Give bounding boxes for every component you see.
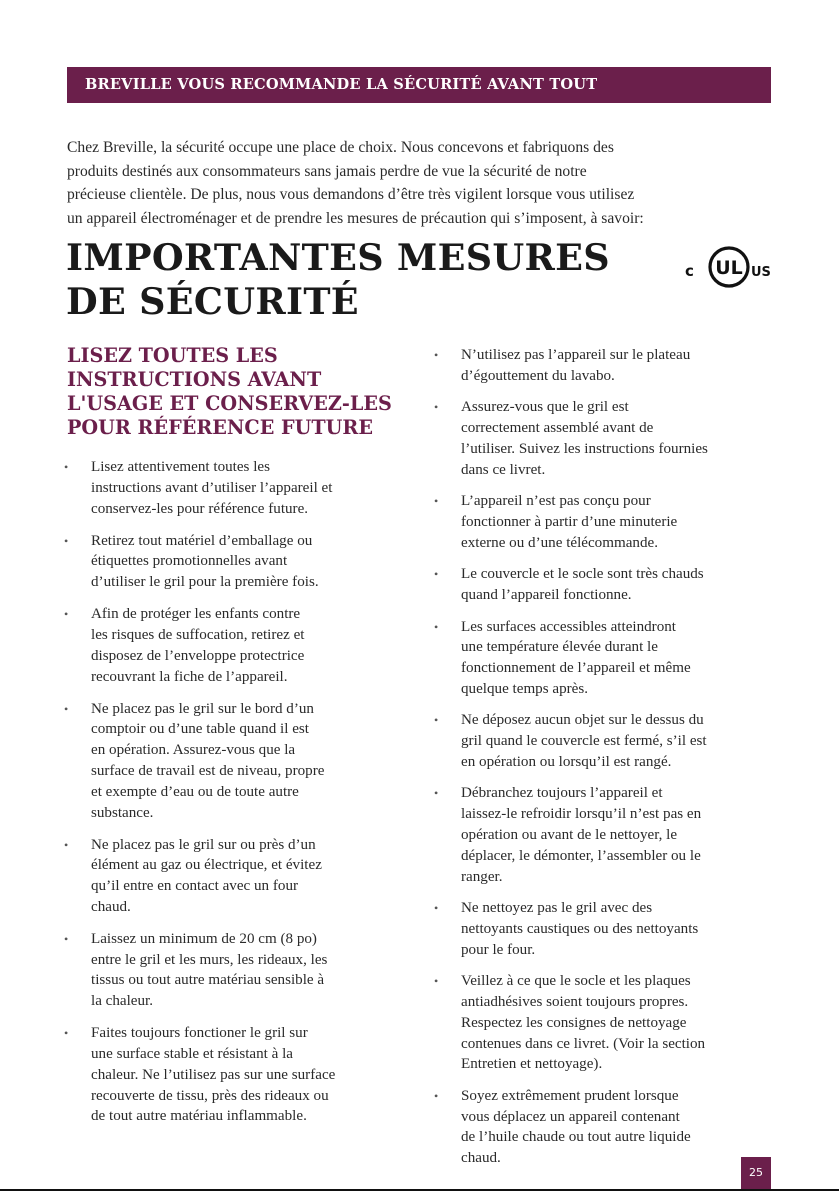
bullet-text-line: fonctionner à partir d’une minuterie	[461, 513, 678, 530]
safety-list-item	[434, 491, 774, 553]
bullet-text-line: conservez-les pour référence future.	[91, 500, 309, 517]
bullet-text-line: Lisez attentivement toutes les	[91, 459, 270, 475]
bullet-text-line: étiquettes promotionnelles avant	[91, 553, 288, 570]
page-title	[66, 236, 666, 324]
bullet-icon: •	[64, 837, 69, 852]
bullet-text-line: Ne placez pas le gril sur le bord d’un	[91, 700, 314, 717]
bullet-text-line: Entretien et nettoyage).	[461, 1056, 603, 1073]
bullet-text-line: disposez de l’enveloppe protectrice	[91, 647, 305, 664]
bullet-text-line: gril quand le couvercle est fermé, s’il est	[461, 733, 707, 750]
bullet-icon: •	[64, 931, 69, 946]
bullet-text-line: les risques de suffocation, retirez et	[91, 626, 305, 643]
intro-paragraph	[67, 136, 773, 230]
subhead-line: INSTRUCTIONS AVANT	[67, 368, 322, 391]
bullet-text-line: recouverte de tissu, près des rideaux ou	[91, 1087, 329, 1104]
safety-list-item	[434, 1086, 774, 1169]
bullet-icon: •	[64, 607, 69, 622]
bullet-text-line: entre le gril et les murs, les rideaux, les	[91, 951, 328, 968]
section-subheading	[67, 344, 407, 440]
bullet-icon: •	[434, 786, 439, 801]
bullet-text-line: Le couvercle et le socle sont très chauds	[461, 566, 704, 583]
cert-ul-letters: UL	[715, 257, 743, 279]
bullet-text-line: une surface stable et résistant à la	[91, 1046, 293, 1063]
bullet-icon: •	[434, 974, 439, 989]
safety-list-item	[434, 617, 774, 700]
bullet-text-line: contenues dans ce livret. (Voir la section	[461, 1035, 706, 1052]
bullet-text-line: chaleur. Ne l’utilisez pas sur une surface	[91, 1066, 336, 1083]
safety-list-item	[434, 898, 774, 960]
safety-list-item	[64, 531, 404, 593]
intro-line: produits destinés aux consommateurs sans jamais perdre de vue la sécurité de notre	[67, 162, 587, 180]
safety-list-item	[64, 604, 404, 687]
safety-list-item	[434, 397, 774, 480]
bullet-text-line: chaud.	[461, 1150, 501, 1167]
bullet-text-line: comptoir ou d’une table quand il est	[91, 721, 309, 738]
safety-list-item	[64, 457, 404, 519]
title-line: IMPORTANTES MESURES	[66, 236, 610, 279]
cert-c-letter: c	[685, 262, 694, 280]
subhead-line: LISEZ TOUTES LES	[67, 344, 278, 367]
bullet-text-line: et exempte d’eau ou de toute autre	[91, 783, 299, 800]
bullet-icon: •	[64, 701, 69, 716]
bullet-text-line: déplacer, le démonter, l’assembler ou le	[461, 847, 701, 864]
bullet-text-line: d’utiliser le gril pour la première fois.	[91, 574, 319, 591]
bullet-text-line: ranger.	[461, 868, 503, 885]
left-safety-list	[64, 457, 404, 1127]
bullet-icon: •	[434, 494, 439, 509]
bullet-text-line: dans ce livret.	[461, 461, 546, 478]
bullet-text-line: externe ou d’une télécommande.	[461, 534, 658, 551]
bullet-text-line: Laissez un minimum de 20 cm (8 po)	[91, 930, 317, 947]
subhead-line: L'USAGE ET CONSERVEZ-LES	[67, 392, 392, 415]
bullet-icon: •	[64, 533, 69, 548]
bullet-icon: •	[434, 901, 439, 916]
bullet-text-line: qu’il entre en contact avec un four	[91, 878, 299, 895]
bullet-text-line: Retirez tout matériel d’emballage ou	[91, 532, 313, 549]
subhead-line: POUR RÉFÉRENCE FUTURE	[67, 416, 373, 439]
bullet-text-line: nettoyants caustiques ou des nettoyants	[461, 920, 699, 937]
safety-list-item	[64, 929, 404, 1012]
title-line: DE SÉCURITÉ	[66, 280, 359, 323]
bullet-text-line: surface de travail est de niveau, propre	[91, 762, 325, 779]
bullet-text-line: une température élevée durant le	[461, 639, 658, 656]
safety-list-item	[434, 345, 774, 387]
bullet-text-line: Respectez les consignes de nettoyage	[461, 1014, 687, 1031]
bullet-icon: •	[434, 1088, 439, 1103]
bullet-text-line: Assurez-vous que le gril est	[461, 399, 629, 416]
safety-list-item	[434, 710, 774, 772]
bullet-text-line: quand l’appareil fonctionne.	[461, 587, 632, 604]
intro-line: un appareil électroménager et de prendre les mesures de précaution qui s’imposent, à savoir:	[67, 209, 644, 227]
bullet-text-line: Débranchez toujours l’appareil et	[461, 785, 663, 802]
bullet-icon: •	[434, 619, 439, 634]
bullet-text-line: Ne nettoyez pas le gril avec des	[461, 900, 653, 917]
bullet-text-line: en opération. Assurez-vous que la	[91, 742, 296, 759]
section-banner: BREVILLE VOUS RECOMMANDE LA SÉCURITÉ AVANT TOUT	[67, 67, 771, 103]
safety-list-item	[434, 783, 774, 887]
bullet-text-line: Les surfaces accessibles atteindront	[461, 618, 676, 635]
page-number: 25	[741, 1157, 771, 1189]
bullet-text-line: Ne déposez aucun objet sur le dessus du	[461, 712, 704, 729]
intro-line: précieuse clientèle. De plus, nous vous demandons d’être très vigilent lorsque vous utilisez	[67, 186, 635, 203]
cert-us-letters: US	[751, 265, 771, 280]
bullet-text-line: antiadhésives soient toujours propres.	[461, 994, 689, 1011]
bullet-text-line: pour le four.	[461, 941, 536, 958]
safety-list-item	[64, 1023, 404, 1127]
bullet-text-line: Ne placez pas le gril sur ou près d’un	[91, 836, 316, 853]
bullet-text-line: substance.	[91, 804, 154, 821]
safety-list-item	[64, 835, 404, 918]
bullet-text-line: en opération ou lorsqu’il est rangé.	[461, 753, 672, 770]
bullet-text-line: Faites toujours fonctioner le gril sur	[91, 1025, 308, 1042]
bullet-icon: •	[434, 400, 439, 415]
bullet-text-line: l’utiliser. Suivez les instructions fournies	[461, 440, 708, 457]
right-safety-list	[434, 345, 774, 1169]
bullet-icon: •	[434, 567, 439, 582]
bullet-text-line: Veillez à ce que le socle et les plaques	[461, 973, 691, 990]
bullet-text-line: recouvrant la fiche de l’appareil.	[91, 668, 288, 685]
bullet-text-line: d’égouttement du lavabo.	[461, 367, 615, 384]
bullet-text-line: élément au gaz ou électrique, et évitez	[91, 857, 322, 874]
bullet-text-line: correctement assemblé avant de	[461, 420, 654, 437]
bullet-text-line: chaud.	[91, 898, 131, 915]
cul-us-certification-icon	[683, 245, 775, 289]
bullet-text-line: opération ou avant de le nettoyer, le	[461, 827, 678, 844]
bullet-text-line: de tout autre matériau inflammable.	[91, 1108, 307, 1125]
bullet-text-line: quelque temps après.	[461, 680, 588, 697]
bullet-text-line: L’appareil n’est pas conçu pour	[461, 493, 651, 510]
bullet-text-line: fonctionnement de l’appareil et même	[461, 660, 691, 677]
bullet-text-line: la chaleur.	[91, 993, 154, 1010]
bullet-icon: •	[64, 1026, 69, 1041]
safety-list-item	[64, 699, 404, 824]
bullet-icon: •	[64, 460, 69, 474]
bullet-text-line: instructions avant d’utiliser l’appareil et	[91, 479, 333, 496]
safety-list-item	[434, 971, 774, 1075]
bullet-text-line: N’utilisez pas l’appareil sur le plateau	[461, 347, 691, 363]
safety-list-item	[434, 564, 774, 606]
intro-line: Chez Breville, la sécurité occupe une place de choix. Nous concevons et fabriquons des	[67, 139, 614, 156]
bullet-text-line: Afin de protéger les enfants contre	[91, 606, 301, 623]
bullet-text-line: Soyez extrêmement prudent lorsque	[461, 1087, 679, 1104]
bullet-text-line: de l’huile chaude ou tout autre liquide	[461, 1129, 691, 1146]
bullet-text-line: tissus ou tout autre matériau sensible à	[91, 972, 325, 989]
bullet-text-line: vous déplacez un appareil contenant	[461, 1108, 680, 1125]
bullet-icon: •	[434, 713, 439, 728]
bullet-icon: •	[434, 348, 439, 362]
bullet-text-line: laissez-le refroidir lorsqu’il n’est pas en	[461, 806, 702, 823]
